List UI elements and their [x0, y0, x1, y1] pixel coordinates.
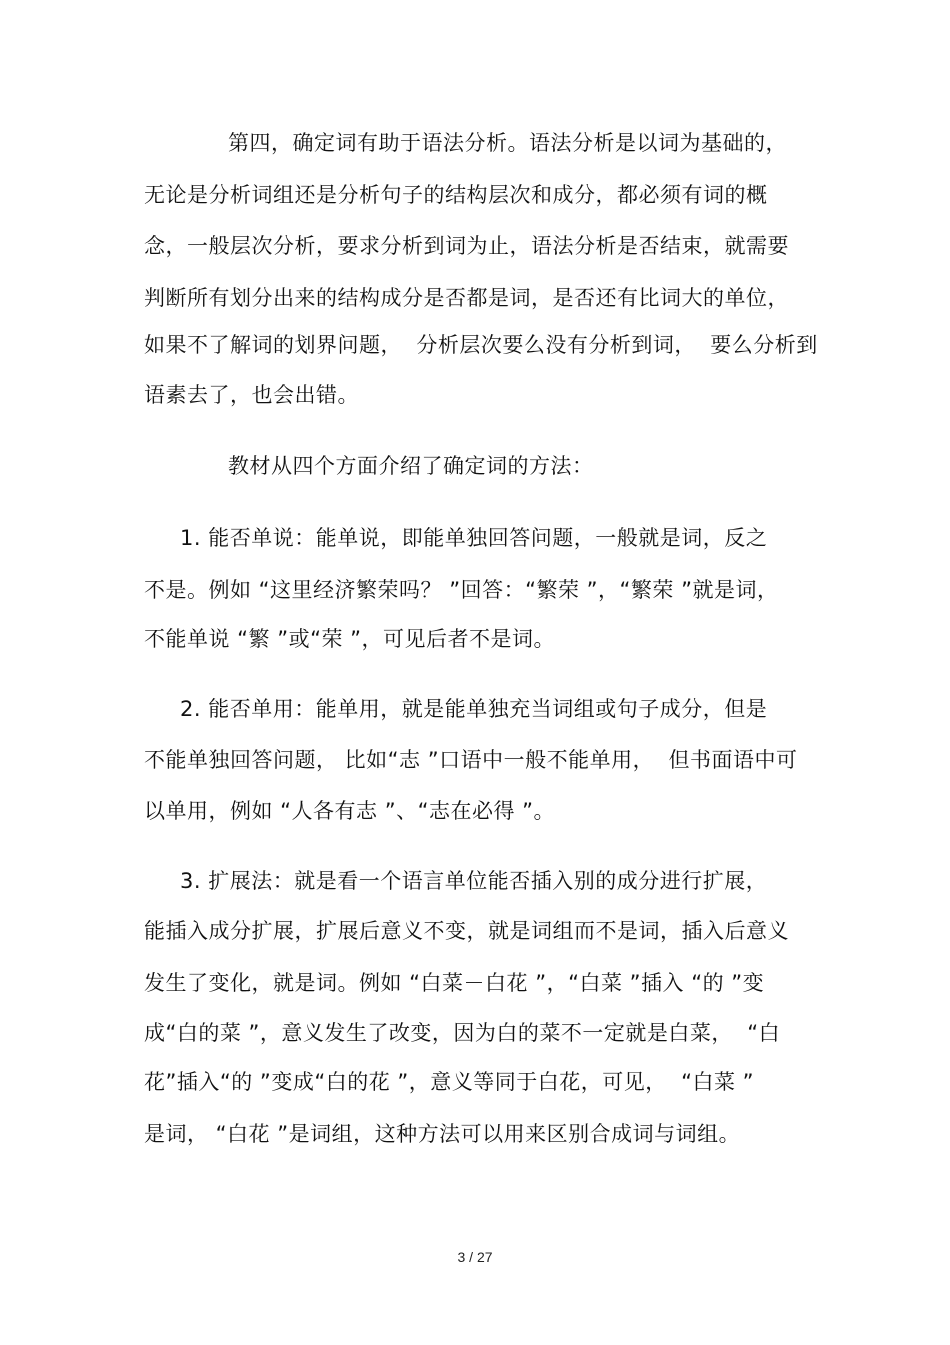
paragraph-1-line-5: 如果不了解词的划界问题， 分析层次要么没有分析到词， 要么分析到 — [144, 333, 818, 357]
paragraph-4-line-2: 不能单独回答问题， 比如“志 ”口语中一般不能单用， 但书面语中可 — [144, 748, 798, 772]
paragraph-4-line-1: 2. 能否单用：能单用，就是能单独充当词组或句子成分，但是 — [180, 697, 768, 721]
paragraph-1-line-2: 无论是分析词组还是分析句子的结构层次和成分，都必须有词的概 — [144, 183, 768, 207]
paragraph-3-line-3: 不能单说 “繁 ”或“荣 ”，可见后者不是词。 — [144, 627, 556, 651]
paragraph-3-line-1: 1. 能否单说：能单说，即能单独回答问题，一般就是词，反之 — [180, 526, 768, 550]
paragraph-1-line-3: 念，一般层次分析，要求分析到词为止，语法分析是否结束，就需要 — [144, 234, 789, 258]
paragraph-5-line-2: 能插入成分扩展，扩展后意义不变，就是词组而不是词，插入后意义 — [144, 919, 789, 943]
paragraph-5-line-1: 3. 扩展法：就是看一个语言单位能否插入别的成分进行扩展， — [180, 869, 768, 893]
paragraph-5-line-3: 发生了变化，就是词。例如 “白菜－白花 ”，“白菜 ”插入 “的 ”变 — [144, 971, 765, 995]
paragraph-3-line-2: 不是。例如 “这里经济繁荣吗？ ”回答：“繁荣 ”，“繁荣 ”就是词， — [144, 578, 779, 602]
paragraph-4-line-3: 以单用，例如 “人各有志 ”、“志在必得 ”。 — [144, 799, 556, 823]
paragraph-2-line-1: 教材从四个方面介绍了确定词的方法： — [228, 454, 594, 478]
paragraph-5-line-6: 是词， “白花 ”是词组，这种方法可以用来区别合成词与词组。 — [144, 1122, 741, 1146]
paragraph-1-line-1: 第四，确定词有助于语法分析。语法分析是以词为基础的， — [228, 131, 787, 155]
paragraph-5-line-4: 成“白的菜 ”，意义发生了改变，因为白的菜不一定就是白菜， “白 — [144, 1021, 781, 1045]
paragraph-1-line-6: 语素去了，也会出错。 — [144, 383, 359, 407]
paragraph-5-line-5: 花”插入“的 ”变成“白的花 ”，意义等同于白花，可见， “白菜 ” — [144, 1070, 755, 1094]
page-number: 3 / 27 — [457, 1249, 493, 1265]
paragraph-1-line-4: 判断所有划分出来的结构成分是否都是词，是否还有比词大的单位， — [144, 286, 789, 310]
